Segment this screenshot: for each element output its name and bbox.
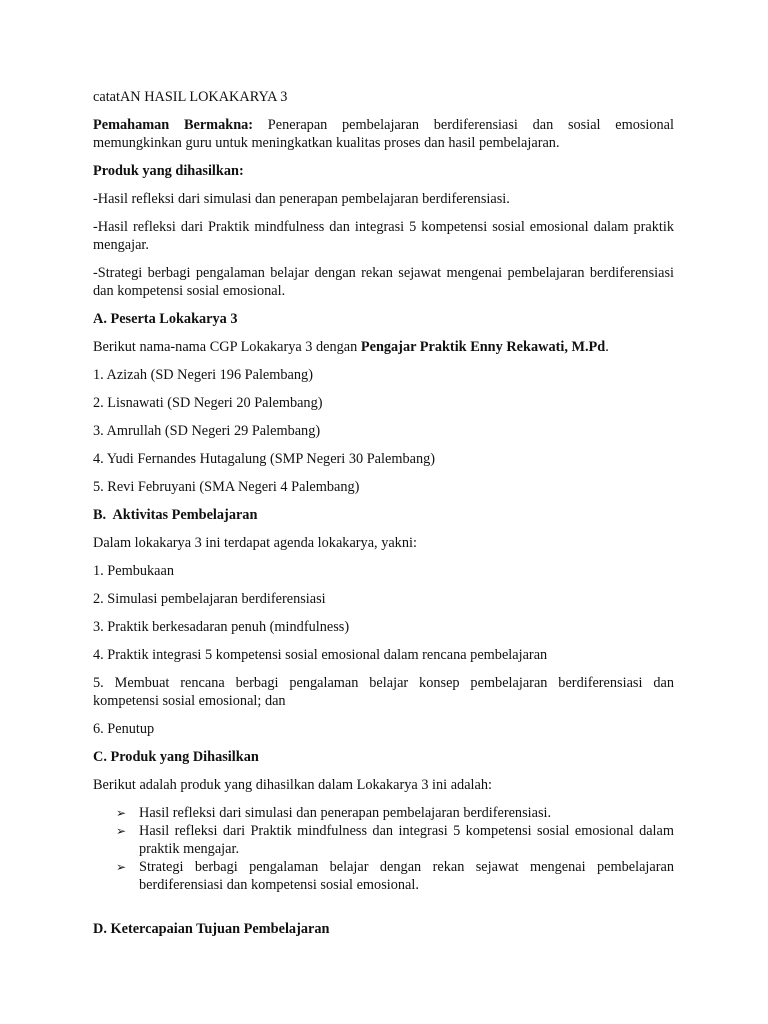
section-c-list — [93, 804, 674, 894]
pemahaman-paragraph — [93, 116, 674, 152]
section-b-heading: B. Aktivitas Pembelajaran — [93, 507, 258, 523]
list-item-text: Hasil refleksi dari simulasi dan penerapan pembelajaran berdiferensiasi. — [139, 805, 552, 821]
agenda-item: 4. Praktik integrasi 5 kompetensi sosial emosional dalam rencana pembelajaran — [93, 647, 548, 663]
list-item — [93, 804, 674, 822]
arrow-bullet-icon: ➢ — [116, 824, 127, 838]
list-item — [93, 822, 674, 858]
section-a-intro-prefix: Berikut nama-nama CGP Lokakarya 3 dengan — [93, 339, 361, 355]
agenda-item: 3. Praktik berkesadaran penuh (mindfulness) — [93, 619, 350, 635]
section-c-heading: C. Produk yang Dihasilkan — [93, 749, 259, 765]
section-a-heading: A. Peserta Lokakarya 3 — [93, 311, 238, 327]
agenda-item: 5. Membuat rencana berbagi pengalaman belajar konsep pembelajaran berdiferensiasi dan kompetensi sosial emosional; dan — [93, 675, 674, 709]
section-spacer — [93, 894, 674, 920]
participant-item: 5. Revi Februyani (SMA Negeri 4 Palembang) — [93, 479, 360, 495]
produk-heading: Produk yang dihasilkan: — [93, 163, 244, 179]
arrow-bullet-icon: ➢ — [116, 860, 127, 874]
participant-item: 1. Azizah (SD Negeri 196 Palembang) — [93, 367, 313, 383]
produk-item: -Hasil refleksi dari simulasi dan penerapan pembelajaran berdiferensiasi. — [93, 191, 510, 207]
agenda-item: 6. Penutup — [93, 721, 155, 737]
section-a-intro — [93, 338, 674, 356]
pemahaman-text: Penerapan pembelajaran berdiferensiasi dan sosial emosional memungkinkan guru untuk meningkatkan kualitas proses dan hasil pembelajaran. — [93, 117, 674, 151]
list-item-text: Strategi berbagi pengalaman belajar dengan rekan sejawat mengenai pembelajaran berdiferensiasi dan kompetensi sosial emosional. — [139, 859, 674, 893]
participant-item: 3. Amrullah (SD Negeri 29 Palembang) — [93, 423, 321, 439]
document-title: catatAN HASIL LOKAKARYA 3 — [93, 89, 288, 105]
participant-item: 4. Yudi Fernandes Hutagalung (SMP Negeri 30 Palembang) — [93, 451, 436, 467]
arrow-bullet-icon: ➢ — [116, 806, 127, 820]
agenda-item: 1. Pembukaan — [93, 563, 174, 579]
participant-item: 2. Lisnawati (SD Negeri 20 Palembang) — [93, 395, 323, 411]
section-a-intro-bold: Pengajar Praktik Enny Rekawati, M.Pd — [360, 339, 606, 355]
section-d-heading: D. Ketercapaian Tujuan Pembelajaran — [93, 921, 330, 937]
produk-item: -Strategi berbagi pengalaman belajar dengan rekan sejawat mengenai pembelajaran berdiferensiasi dan kompetensi sosial emosional. — [93, 265, 674, 299]
section-a-intro-suffix: . — [605, 339, 609, 355]
document-page — [93, 88, 674, 948]
section-c-intro: Berikut adalah produk yang dihasilkan dalam Lokakarya 3 ini adalah: — [93, 777, 492, 793]
pemahaman-label: Pemahaman Bermakna: — [93, 117, 254, 133]
agenda-item: 2. Simulasi pembelajaran berdiferensiasi — [93, 591, 326, 607]
list-item-text: Hasil refleksi dari Praktik mindfulness dan integrasi 5 kompetensi sosial emosional dalam praktik mengajar. — [139, 823, 674, 857]
section-b-intro: Dalam lokakarya 3 ini terdapat agenda lokakarya, yakni: — [93, 535, 417, 551]
list-item — [93, 858, 674, 894]
produk-item: -Hasil refleksi dari Praktik mindfulness dan integrasi 5 kompetensi sosial emosional dalam praktik mengajar. — [93, 219, 674, 253]
